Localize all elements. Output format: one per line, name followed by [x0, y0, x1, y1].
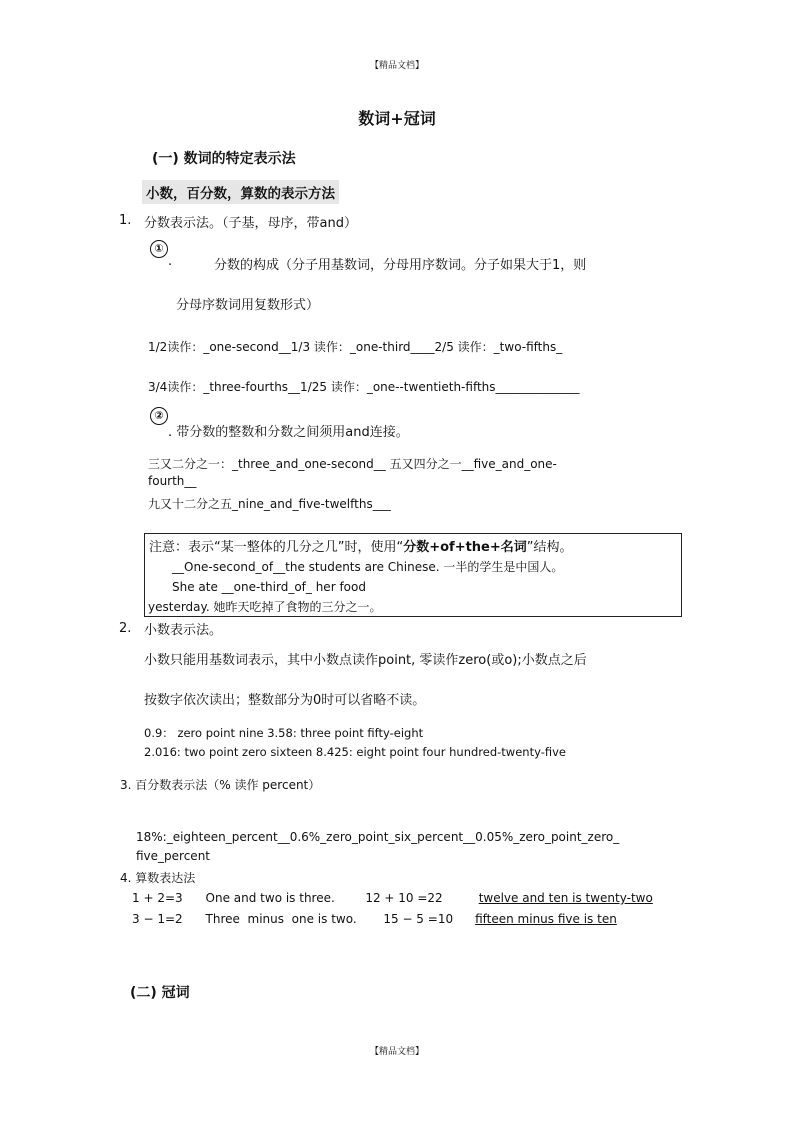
- mixed-example-2: 九又十二分之五_nine_and_five-twelfths___: [148, 497, 391, 511]
- percent-heading: 3. 百分数表示法（% 读作 percent）: [120, 778, 321, 792]
- decimal-example-2: 2.016: two point zero sixteen 8.425: eight point four hundred-twenty-five: [144, 745, 566, 759]
- decimal-example-1: 0.9： zero point nine 3.58: three point fifty-eight: [144, 726, 424, 740]
- percent-example-1: 18%:_eighteen_percent__0.6%_zero_point_six_percent__0.05%_zero_point_zero_: [136, 830, 620, 844]
- note-example-2-cont: yesterday. 她昨天吃掉了食物的三分之一。: [148, 600, 382, 614]
- circle1-dot: .: [168, 254, 173, 269]
- fraction-rule-text: 分数的构成（分子用基数词，分母用序数词。分子如果大于1，则: [214, 258, 587, 273]
- arithmetic-row-1: [132, 891, 653, 905]
- circle-number-2: ②: [150, 407, 168, 425]
- note-example-2: She ate __one-third_of_ her food: [172, 580, 366, 594]
- subheading: 小数，百分数，算数的表示方法: [142, 180, 339, 204]
- page-footer: 【精品文档】: [369, 1047, 424, 1057]
- decimal-rule-cont: 按数字依次读出；整数部分为0时可以省略不读。: [144, 693, 426, 708]
- note-structure: 分数+of+the+名词: [403, 540, 527, 555]
- arithmetic-row-1-expr: 1 + 2=3 One and two is three. 12 + 10 =22: [132, 891, 443, 905]
- arithmetic-row-2-expr: 3 − 1=2 Three minus one is two. 15 − 5 =10: [132, 912, 454, 926]
- decimal-rule: 小数只能用基数词表示，其中小数点读作point, 零读作zero(或o);小数点之后: [144, 653, 587, 668]
- fraction-rule-text-cont: 分母序数词用复数形式）: [176, 298, 320, 313]
- item2-text: 小数表示法。: [144, 623, 223, 638]
- note-intro: 注意：表示“某一整体的几分之几”时，使用“: [149, 540, 404, 555]
- section-heading-numerals: (一) 数词的特定表示法: [152, 151, 296, 167]
- circle-number-1: ①: [150, 240, 168, 258]
- page-header: 【精品文档】: [369, 61, 424, 71]
- item2-label: 2.: [119, 621, 132, 636]
- fraction-example-2: 3/4读作：_three-fourths__1/25 读作：_one--twentieth-fifths______________: [148, 380, 580, 394]
- item1-label: 1.: [119, 213, 132, 228]
- note-tail: ”结构。: [526, 540, 573, 555]
- section-heading-articles: (二) 冠词: [130, 985, 190, 1001]
- arithmetic-row-2-answer: fifteen minus five is ten: [475, 912, 617, 926]
- note-line-1: [149, 536, 573, 555]
- percent-example-1-cont: five_percent: [136, 849, 211, 863]
- arithmetic-row-1-answer: twelve and ten is twenty-two: [478, 891, 653, 905]
- mixed-example-1-cont: fourth__: [148, 474, 197, 488]
- arithmetic-heading: 4. 算数表达法: [120, 871, 196, 885]
- note-example-1: __One-second_of__the students are Chinese. 一半的学生是中国人。: [172, 560, 564, 574]
- mixed-number-rule: . 带分数的整数和分数之间须用and连接。: [168, 425, 409, 440]
- arithmetic-row-2: [132, 912, 617, 926]
- fraction-example-1: 1/2读作：_one-second__1/3 读作：_one-third____2/5 读作：_two-fifths_: [148, 340, 563, 354]
- page-title: 数词+冠词: [358, 109, 436, 128]
- item1-text: 分数表示法。（子基，母序，带and）: [144, 216, 357, 231]
- mixed-example-1: 三又二分之一：_three_and_one-second__ 五又四分之一__five_and_one-: [148, 457, 557, 471]
